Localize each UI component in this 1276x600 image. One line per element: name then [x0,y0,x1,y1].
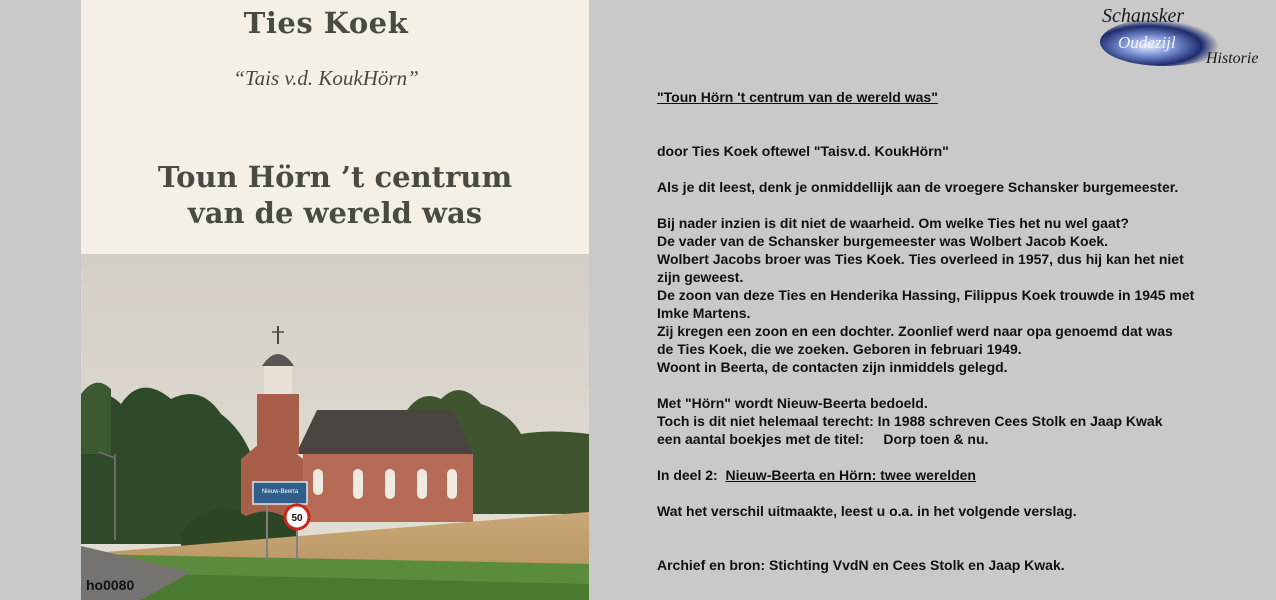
photo-id-label: ho0080 [86,577,135,593]
cover-nickname: “Tais v.d. KoukHörn” [233,66,419,90]
part-two-link[interactable]: Nieuw-Beerta en Hörn: twee werelden [725,467,976,483]
paragraph-line: De zoon van deze Ties en Henderika Hassing, Filippus Koek trouwde in 1945 met [657,287,1195,303]
source-line: Archief en bron: Stichting VvdN en Cees Stolk en Jaap Kwak. [657,557,1065,573]
paragraph-line: De vader van de Schansker burgemeester was Wolbert Jacob Koek. [657,233,1109,249]
cover-title-line: Toun Hörn ’t centrum [157,160,513,194]
part-two-line [657,466,1267,484]
paragraph-line: Als je dit leest, denk je onmiddellijk aan de vroegere Schansker burgemeester. [657,179,1179,195]
paragraph-line: zijn geweest. [657,269,744,285]
paragraph-line: Zij kregen een zoon en een dochter. Zoonlief werd naar opa genoemd dat was [657,323,1173,339]
paragraph-line: Bij nader inzien is dit niet de waarheid. Om welke Ties het nu wel gaat? [657,215,1129,231]
schansker-logo [1098,2,1270,68]
paragraph-line: Toch is dit niet helemaal terecht: In 1988 schreven Cees Stolk en Jaap Kwak [657,413,1163,429]
cover-title [81,159,589,231]
paragraph-line: Wolbert Jacobs broer was Ties Koek. Ties overleed in 1957, dus hij kan het niet [657,251,1184,267]
article [657,88,1267,574]
cover-title-line: van de wereld was [187,196,483,230]
paragraph-line: Woont in Beerta, de contacten zijn inmiddels gelegd. [657,359,1008,375]
paragraph-line: een aantal boekjes met de titel: Dorp toen & nu. [657,431,989,447]
speed-sign-text: 50 [291,513,303,524]
cover-author: Ties Koek [243,6,409,40]
paragraph-line: de Ties Koek, die we zoeken. Geboren in februari 1949. [657,341,1022,357]
article-title: "Toun Hörn 't centrum van de wereld was" [657,89,938,105]
book-cover-image [81,0,589,600]
logo-word-schansker: Schansker [1102,5,1185,27]
paragraph-line: Imke Martens. [657,305,751,321]
town-sign-text: Nieuw-Beerta [261,489,299,495]
article-byline: door Ties Koek oftewel "Taisv.d. KoukHörn" [657,143,949,159]
paragraph-line: Met "Hörn" wordt Nieuw-Beerta bedoeld. [657,395,928,411]
part-two-prefix: In deel 2: [657,467,726,483]
logo-word-oudezijl: Oudezijl [1118,33,1176,52]
logo-word-historie: Historie [1206,50,1259,67]
church-photo [81,254,589,600]
paragraph-line: Wat het verschil uitmaakte, leest u o.a. in het volgende verslag. [657,503,1077,519]
